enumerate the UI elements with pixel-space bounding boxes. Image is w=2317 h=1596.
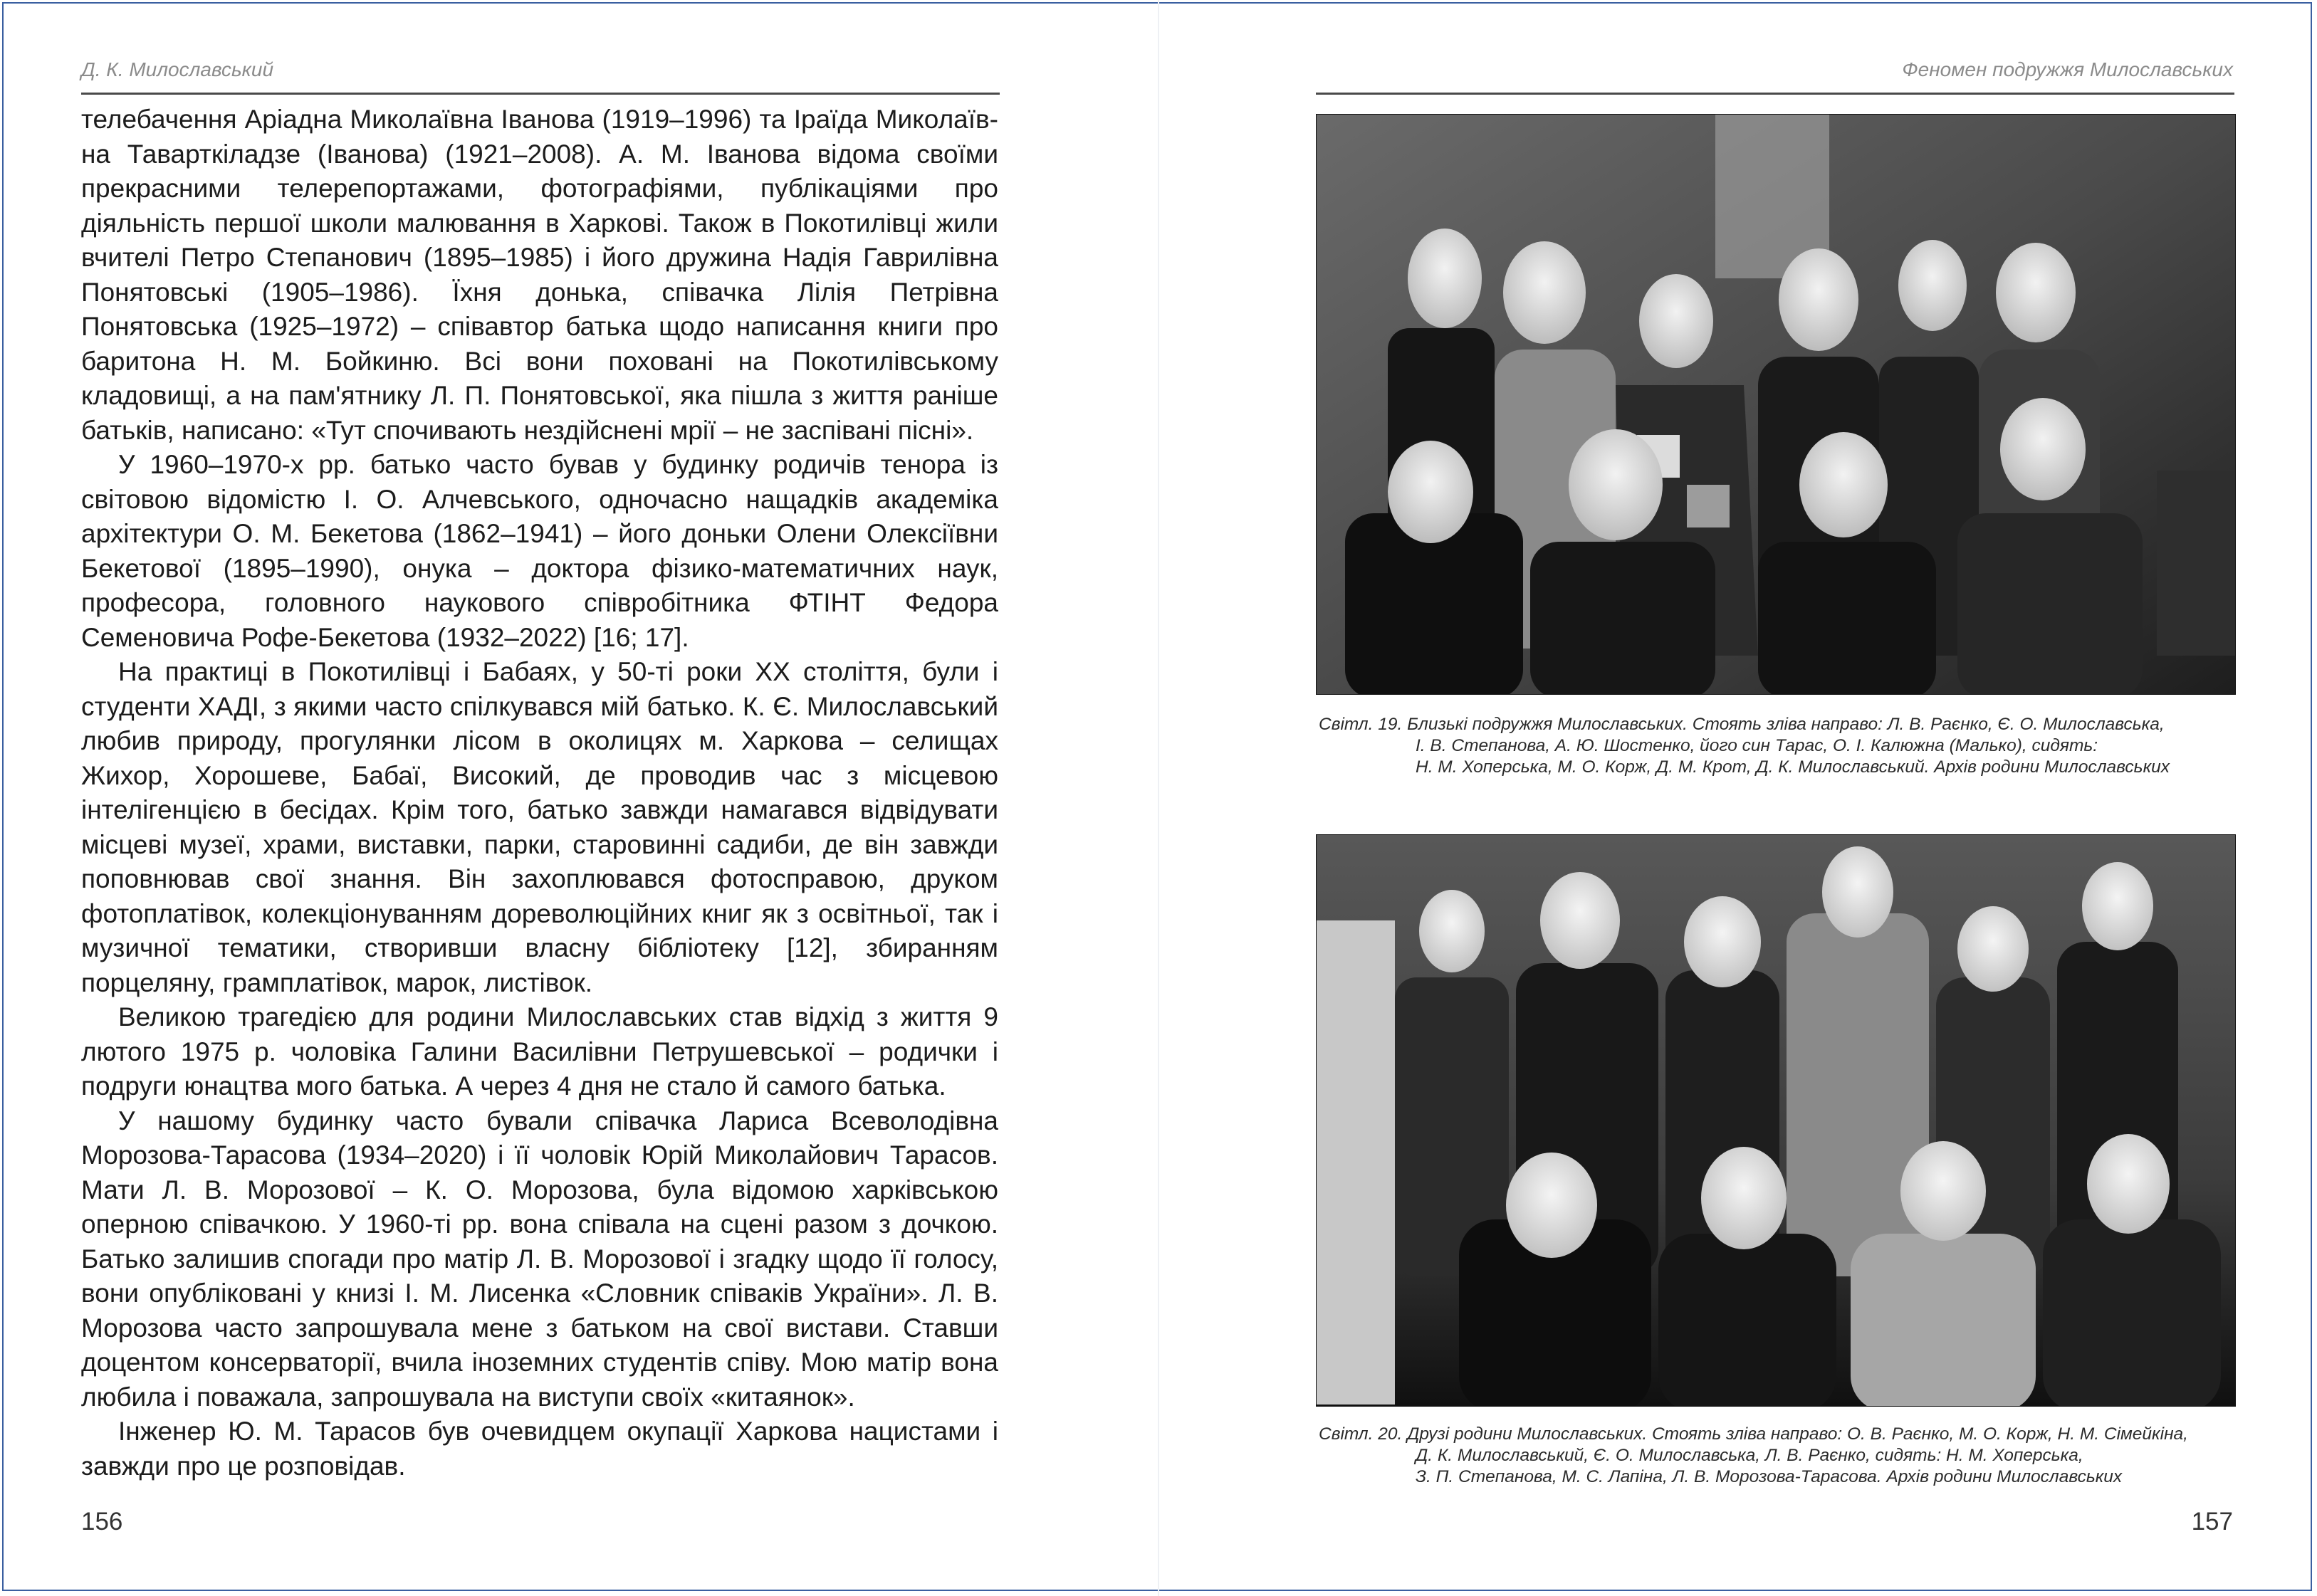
left-page-number: 156 [81, 1508, 123, 1535]
right-running-head: Феномен подружжя Милославських [1902, 58, 2233, 80]
caption-20-line-3: З. П. Степанова, М. С. Лапіна, Л. В. Морозова-Тарасова. Архів родини Милославських [1416, 1467, 2123, 1486]
photo-19 [1316, 114, 2236, 695]
left-running-head: Д. К. Милославський [81, 58, 274, 80]
photo-20-image [1317, 835, 2235, 1406]
paragraph-2: У 1960–1970-х рр. батько часто бував у будинку родичів тенора із світовою відомістю І. О. Алчевського, одночасно нащадків академіка архітектури О. М. Бекетова (1862–1941) – його доньки Олени Олексіївни Бекетової (1895–1990), онука – доктора фізико-математичних наук, професора, головного наукового співробітника ФТІНТ Федора Семеновича Рофе-Бекетова (1932–2022) [16; 17]. [81, 450, 998, 652]
paragraph-6: Інженер Ю. М. Тарасов був очевидцем окупації Харкова нацистами і завжди про це розповідав. [81, 1417, 998, 1481]
photo-19-image [1317, 115, 2235, 694]
paragraph-1: телебачення Аріадна Миколаївна Іванова (1919–1996) та Іраїда Миколаїв-на Таварткіладзе (Іванова) (1921–2008). А. М. Іванова відома своїми прекрасними телерепортажами, фотографіями, публікаціями про діяльність першої школи малювання в Харкові. Також в Покотилівці жили вчителі Петро Степанович (1895–1985) і його дружина Надія Гаврилівна Понятовські (1905–1986). Їхня донька, співачка Лілія Петрівна Понятовська (1925–1972) – співавтор батька щодо написання книги про баритона Н. М. Бойкиню. Всі вони поховані на Покотилівському кладовищі, а на пам'ятнику Л. П. Понятовської, яка пішла з життя раніше батьків, написано: «Тут спочивають нездійснені мрії – не заспівані пісні». [81, 105, 998, 445]
caption-20-line-2: Д. К. Милославський, Є. О. Милославська, Л. В. Раєнко, сидять: Н. М. Хоперська, [1416, 1446, 2083, 1465]
caption-19-line-2: І. В. Степанова, А. Ю. Шостенко, його син Тарас, О. І. Калюжна (Малько), сидять: [1416, 736, 2098, 755]
left-header-rule [81, 93, 1000, 95]
paragraph-3: На практиці в Покотилівці і Бабаях, у 50-ті роки ХХ століття, були і студенти ХАДІ, з якими часто спілкувався мій батько. К. Є. Милославський любив природу, прогулянки лісом в околицях м. Харкова – селищах Жихор, Хорошеве, Бабаї, Високий, де проводив час з місцевою інтелігенцією в бесідах. Крім того, батько завжди намагався відвідувати місцеві музеї, храми, виставки, парки, старовинні садиби, де він завжди поповнював свої знання. Він захоплювався фотосправою, друком фотоплатівок, колекціонуванням дореволюційних книг як з освітньої, так і музичної тематики, створивши власну бібліотеку [12], збиранням порцеляну, грамплатівок, марок, листівок. [81, 657, 998, 997]
caption-20 [1319, 1424, 2237, 1488]
right-header-rule [1316, 93, 2234, 95]
book-gutter [1158, 0, 1159, 1596]
left-body-text [81, 103, 998, 1484]
caption-19-line-1: Світл. 19. Близькі подружжя Милославських. Стоять зліва направо: Л. В. Раєнко, Є. О. Милославська, [1319, 715, 2165, 734]
paragraph-4: Великою трагедією для родини Милославських став відхід з життя 9 лютого 1975 р. чоловіка Галини Василівни Петрушевської – родички і подруги юнацтва мого батька. А через 4 дня не стало й самого батька. [81, 1002, 998, 1101]
paragraph-5: У нашому будинку часто бували співачка Лариса Всеволодівна Морозова-Тарасова (1934–2020) і її чоловік Юрій Миколайович Тарасов. Мати Л. В. Морозової – К. О. Морозова, була відомою харківською оперною співачкою. У 1960-ті рр. вона співала на сцені разом з дочкою. Батько залишив спогади про матір Л. В. Морозової і згадку щодо її голосу, вони опубліковані у книзі І. М. Лисенка «Словник співаків України». Л. В. Морозова часто запрошувала мене з батьком на свої вистави. Ставши доцентом консерваторії, вчила іноземних студентів співу. Мою матір вона любила і поважала, запрошувала на виступи своїх «китаянок». [81, 1106, 998, 1412]
right-page-number: 157 [2191, 1508, 2233, 1535]
caption-20-line-1: Світл. 20. Друзі родини Милославських. Стоять зліва направо: О. В. Раєнко, М. О. Корж, Н. М. Сімейкіна, [1319, 1424, 2188, 1444]
caption-19-line-3: Н. М. Хоперська, М. О. Корж, Д. М. Крот, Д. К. Милославський. Архів родини Милославських [1416, 757, 2170, 777]
caption-19 [1319, 714, 2237, 778]
photo-20 [1316, 834, 2236, 1407]
